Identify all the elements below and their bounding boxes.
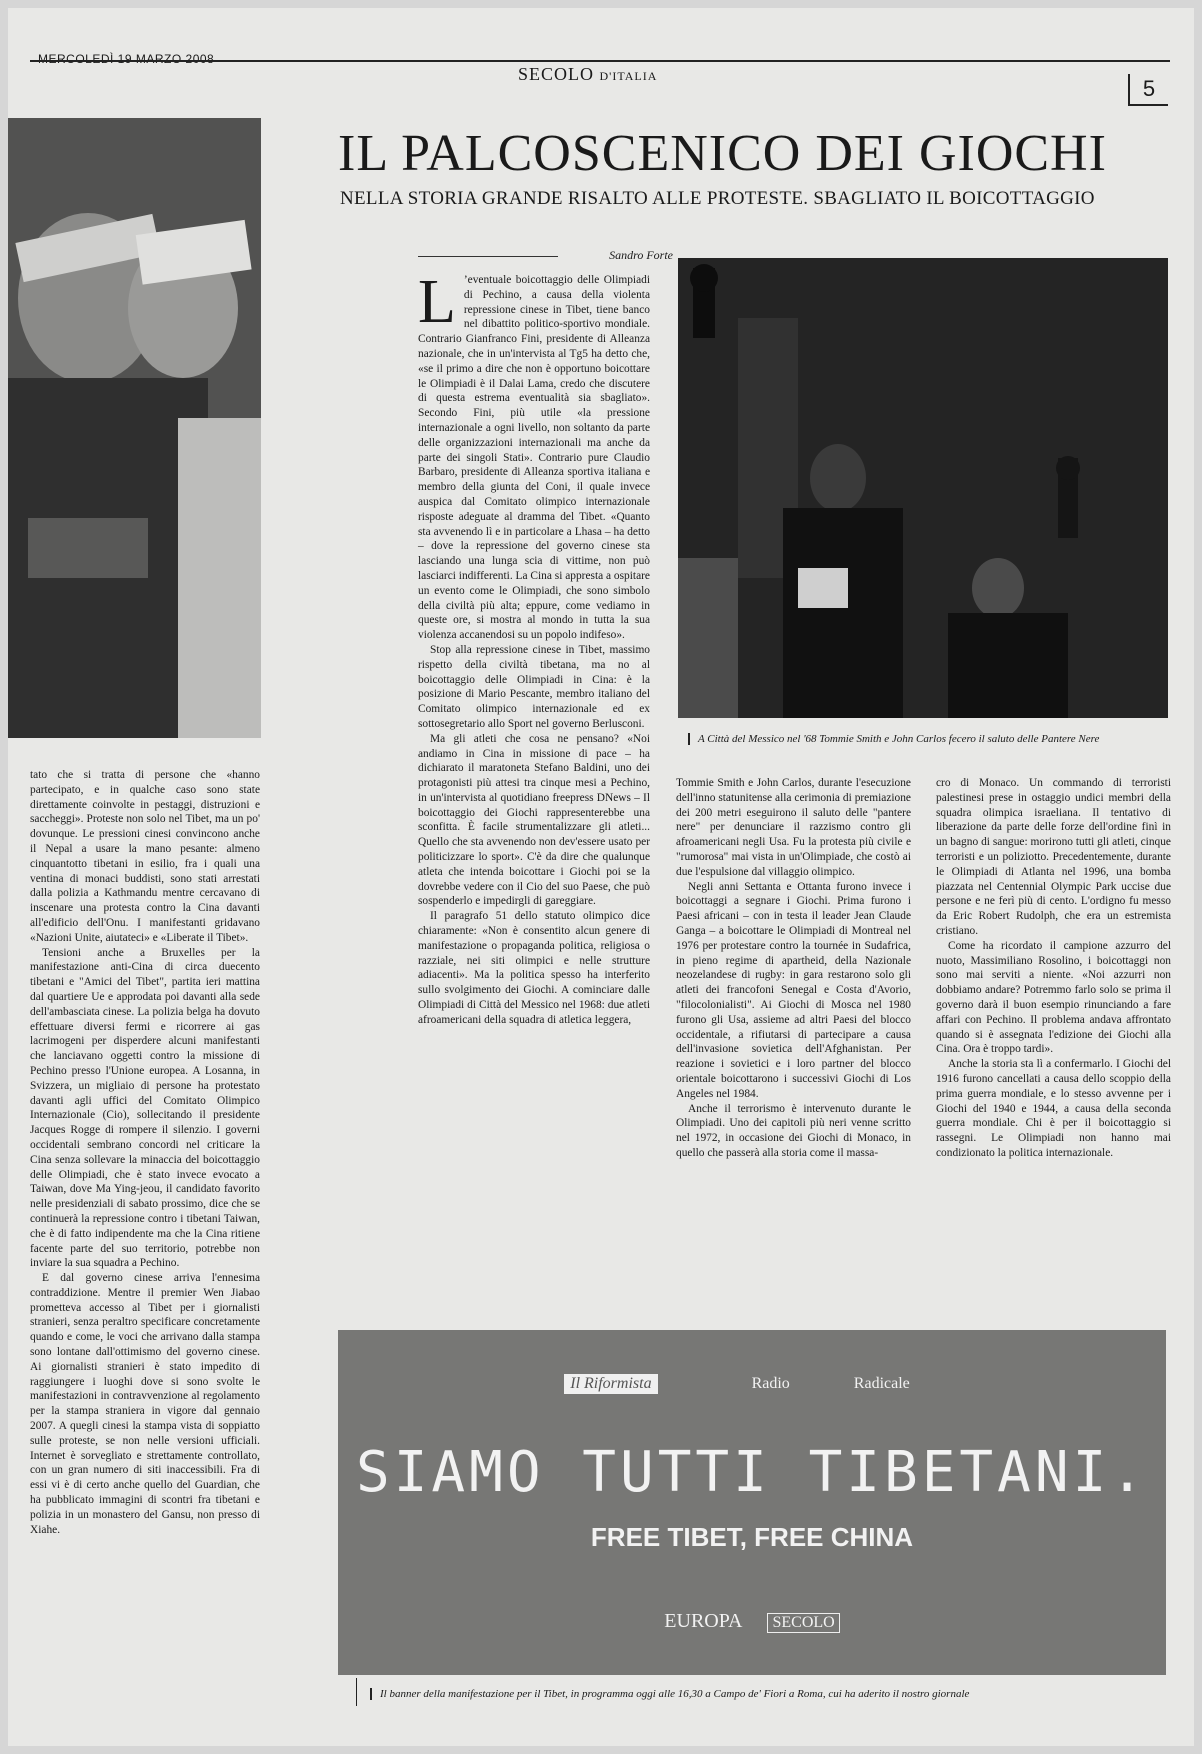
ad-title: SIAMO TUTTI TIBETANI. xyxy=(355,1440,1148,1505)
article-paragraph: Negli anni Settanta e Ottanta furono invece i boicottaggi a segnare i Giochi. Prima furono i Paesi africani – con in testa il leader Jean Claude Ganga – a boicottare le Olimpiadi di Montreal nel 1976 per protestare contro la tournée in Sudafrica, in pieno regime di apartheid, della Nazionale neozelandese di rugby: in gara restarono solo gli atleti dei francofoni Senegal e Costa d'Avorio, "filocolonialisti". Ai Giochi di Mosca nel 1980 furono gli Usa, assieme ad altri Paesi del blocco occidentale, a rifiutarsi di partecipare a causa dell'invasione sovietica dell'Afghanistan. Per reazione i sovietici e i loro partner del blocco orientale boicottarono i successivi Giochi di Los Angeles nel 1984. xyxy=(676,880,911,1100)
lead-text: ’eventuale boicottaggio delle Olimpiadi di Pechino, a causa della violenta repressione cinese in Tibet, tiene banco nel dibattito politico-sportivo mondiale. Contrario Gianfranco Fini, presidente di Alleanza nazionale, che in un'intervista al Tg5 ha detto che, «se il primo a dire che non è opportuno boicottare le Olimpiadi è il Dalai Lama, credo che discutere di questa estrema eventualità sia sbagliato». Secondo Fini, più utile «la pressione internazionale a ogni livello, non soltanto da parte delle organizzazioni internazionali ma anche da parte dei singoli Stati». Contrario pure Claudio Barbaro, presidente di Alleanza sportiva italiana e membro della giunta del Coni, il quale invece auspica dal Comitato olimpico internazionale risposte adeguate al dramma del Tibet. «Quanto sta avvenendo lì e in particolare a Lhasa – ha detto – dove la repressione del governo cinese sta lasciando una lunga scia di vittime, non può lasciarci indifferenti. La Cina si appresta a ospitare un evento come le Olimpiadi, che sono simbolo della civiltà più alta; eppure, come vediamo in queste ore, si mostra al mondo in tutta la sua violenza accanendosi su un popolo indifeso». xyxy=(418,274,650,642)
article-paragraph: Anche il terrorismo è intervenuto durante le Olimpiadi. Uno dei capitoli più neri venne scritto nel 1972, in occasione dei Giochi di Monaco, in quello che passerà alla storia come il massa- xyxy=(676,1102,911,1159)
date-line: MERCOLEDÌ 19 MARZO 2008 xyxy=(38,52,215,66)
ad-caption: Il banner della manifestazione per il Tibet, in programma oggi alle 16,30 a Campo de' Fiori a Roma, cui ha aderito il nostro giornale xyxy=(370,1688,1180,1700)
article-paragraph: Come ha ricordato il campione azzurro del nuoto, Massimiliano Rosolino, i boicottaggi non sono mai serviti a niente. «Noi azzurri non dobbiamo andare? Potremmo farlo solo se prima il governo darà il buon esempio rinunciando a fare affari con Pechino. Il problema andava affrontato quando si è assegnata l'edizione dei Giochi alla Cina. Ora è troppo tardi». xyxy=(936,939,1171,1056)
side-paragraph: Tensioni anche a Bruxelles per la manifestazione anti-Cina di circa duecento tibetani e "Amici del Tibet", partita ieri mattina dal quartiere Ue e approdata poi davanti alla sede dell'ambasciata cinese. La polizia belga ha dovuto effettuare diversi fermi e ricorrere ai gas lacrimogeni per disperdere alcuni manifestanti che lanciavano oggetti contro la missione di Pechino presso l'Unione europea. A Losanna, in Svizzera, un migliaio di persone ha protestato davanti agli uffici del Comitato Olimpico Internazionale (Cio), sollecitando il presidente Jacques Rogge di rompere il silenzio. I governi occidentali sembrano concordi nel criticare la Cina senza sollevare la minaccia del boicottaggio delle Olimpiadi, che è stato invece evocato a Taiwan, dove Ma Ying-jeou, il candidato favorito nelle presidenziali di sabato prossimo, dice che se continuerà la repressione contro i tibetani Taiwan, che è di fatto indipendente ma che la Cina ritiene facente parte del suo territorio, potrebbe non inviare la sua squadra a Pechino. xyxy=(30,946,260,1270)
olympic-podium-photo xyxy=(678,258,1168,718)
radio-logo-line1: Radio xyxy=(751,1375,790,1392)
tibet-banner-ad xyxy=(338,1330,1166,1675)
article-paragraph xyxy=(418,268,650,643)
article-column-2 xyxy=(676,776,911,1161)
article-paragraph: Stop alla repressione cinese in Tibet, massimo rispetto della civiltà tibetana, ma no al boicottaggio delle Olimpiadi in Cina: è la posizione di Mario Pescante, membro italiano del Comitato olimpico internazionale ed ex sottosegretario allo Sport nel governo Berlusconi. xyxy=(418,643,650,730)
headline: IL PALCOSCENICO DEI GIOCHI xyxy=(338,125,1107,182)
side-paragraph: tato che si tratta di persone che «hanno partecipato, e in qualche caso sono state direttamente coinvolte in pestaggi, distruzioni e saccheggi». Proteste non solo nel Tibet, ma un po' dovunque. Le pressioni cinesi convincono anche il Nepal a usare la mano pesante: almeno cinquantotto tibetani in esilio, fra i quali una ventina di monaci buddisti, sono stati arrestati dalla polizia a Kathmandu mentre cercavano di inscenare una protesta contro la Cina davanti all'edificio dell'Onu. I manifestanti gridavano «Nazioni Unite, aiutateci» e «Liberate il Tibet». xyxy=(30,769,260,944)
radio-logo-line2: Radicale xyxy=(853,1375,910,1392)
masthead-suffix: D'ITALIA xyxy=(599,69,658,83)
newspaper-page xyxy=(8,8,1194,1746)
masthead-title: SECOLO xyxy=(518,64,595,84)
page-number: 5 xyxy=(1128,74,1168,106)
europa-logo: EUROPA xyxy=(664,1610,743,1632)
byline: Sandro Forte xyxy=(418,248,673,263)
article-paragraph: Tommie Smith e John Carlos, durante l'esecuzione dell'inno statunitense alla cerimonia di premiazione dei 200 metri eseguirono il saluto delle "pantere nere" per denunciare il razzismo contro gli afroamericani negli Usa. Fu la protesta più civile e "rumorosa" mai vista in un'Olimpiade, che costò ai due l'espulsione dal villaggio olimpico. xyxy=(676,777,911,878)
riformista-logo: Il Riformista xyxy=(564,1374,657,1394)
side-paragraph: E dal governo cinese arriva l'ennesima contraddizione. Mentre il premier Wen Jiabao prometteva accesso al Tibet per i giornalisti stranieri, senza peraltro specificare concretamente quando e come, le voci che arrivano dalla stampa sono lontane dall'ottimismo del governo cinese. Ai giornalisti stranieri è stato impedito di raggiungere i luoghi dove si sono svolte le manifestazioni in contravvenzione al regolamento per la stampa straniera in vigore dal gennaio 2007. A quegli cinesi la stampa vista di soppiatto sulle proteste, se non nelle versioni ufficiali. Internet è sorvegliato e strettamente controllato, con un gran numero di siti inaccessibili. Fra di essi vi è di certo anche quello del Guardian, che ha pubblicato immagini di scontri fra tibetani e polizia in un monastero del Gansu, non presso di Xiahe. xyxy=(30,1272,260,1536)
article-paragraph: Anche la storia sta lì a confermarlo. I Giochi del 1916 furono cancellati a causa dello scoppio della prima guerra mondiale, e lo stesso avvenne per i Giochi del 1940 e 1944, a causa della seconda guerra mondiale. Chi è per il boicottaggio si rassegni. Le Olimpiadi non hanno mai condizionato la politica internazionale. xyxy=(936,1058,1171,1159)
masthead xyxy=(518,64,657,85)
side-article-column xyxy=(30,768,260,1537)
drop-cap: L xyxy=(418,268,456,336)
radio-radicale-logo xyxy=(722,1375,940,1393)
tibet-protest-photo xyxy=(8,118,261,738)
ad-partners xyxy=(338,1610,1166,1633)
ad-logos xyxy=(338,1374,1166,1394)
article-column-3 xyxy=(936,776,1171,1161)
ad-slogan: FREE TIBET, FREE CHINA xyxy=(590,1522,914,1552)
article-paragraph: Ma gli atleti che cosa ne pensano? «Noi andiamo in Cina in missione di pace – ha dichiarato il maratoneta Stefano Baldini, uno dei protagonisti più attesi tra cinque mesi a Pechino, in un'intervista al quotidiano freepress DNews – Il boicottaggio dei Giochi rappresenterebbe una sconfitta. È facile strumentalizzare gli atleti... Quello che sta avvenendo non dev'essere usato per politicizzare lo sport». C'è da dire che qualunque atleta che intenda boicottare i Giochi poi se la dovrebbe vedere con il Cio del suo Paese, che può sospenderlo e impedirgli di gareggiare. xyxy=(418,732,650,908)
secolo-logo: SECOLO xyxy=(767,1613,839,1633)
article-column-1 xyxy=(418,268,650,1028)
article-paragraph: Il paragrafo 51 dello statuto olimpico dice chiaramente: «Non è consentito alcun genere di manifestazione o propaganda politica, religiosa o razziale, nei siti olimpici e nelle strutture adiacenti». Ma la politica spesso ha interferito sullo svolgimento dei Giochi. A cominciare dalle Olimpiadi di Città del Messico nel 1968: due atleti afroamericani della squadra di atletica leggera, xyxy=(418,910,650,1026)
article-paragraph: cro di Monaco. Un commando di terroristi palestinesi prese in ostaggio undici membri della squadra olimpica israeliana. Il tentativo di liberazione da parte delle forze dell'ordine finì in un bagno di sangue: morirono tutti gli atleti, cinque terroristi e un poliziotto. Precedentemente, durante le Olimpiadi di Atlanta nel 1996, una bomba piazzata nel Centennial Olympic Park uccise due persone e ne ferì più di cento. L'ordigno fu messo da Eric Robert Rudolph, che era un estremista cristiano. xyxy=(936,777,1171,937)
olympic-photo-illustration xyxy=(678,258,1168,718)
subheadline: NELLA STORIA GRANDE RISALTO ALLE PROTESTE. SBAGLIATO IL BOICOTTAGGIO xyxy=(340,188,1095,209)
photo-caption: A Città del Messico nel '68 Tommie Smith e John Carlos fecero il saluto delle Pantere Nere xyxy=(688,733,1178,745)
header-rule xyxy=(30,60,1170,62)
tibet-photo-illustration xyxy=(8,118,261,738)
